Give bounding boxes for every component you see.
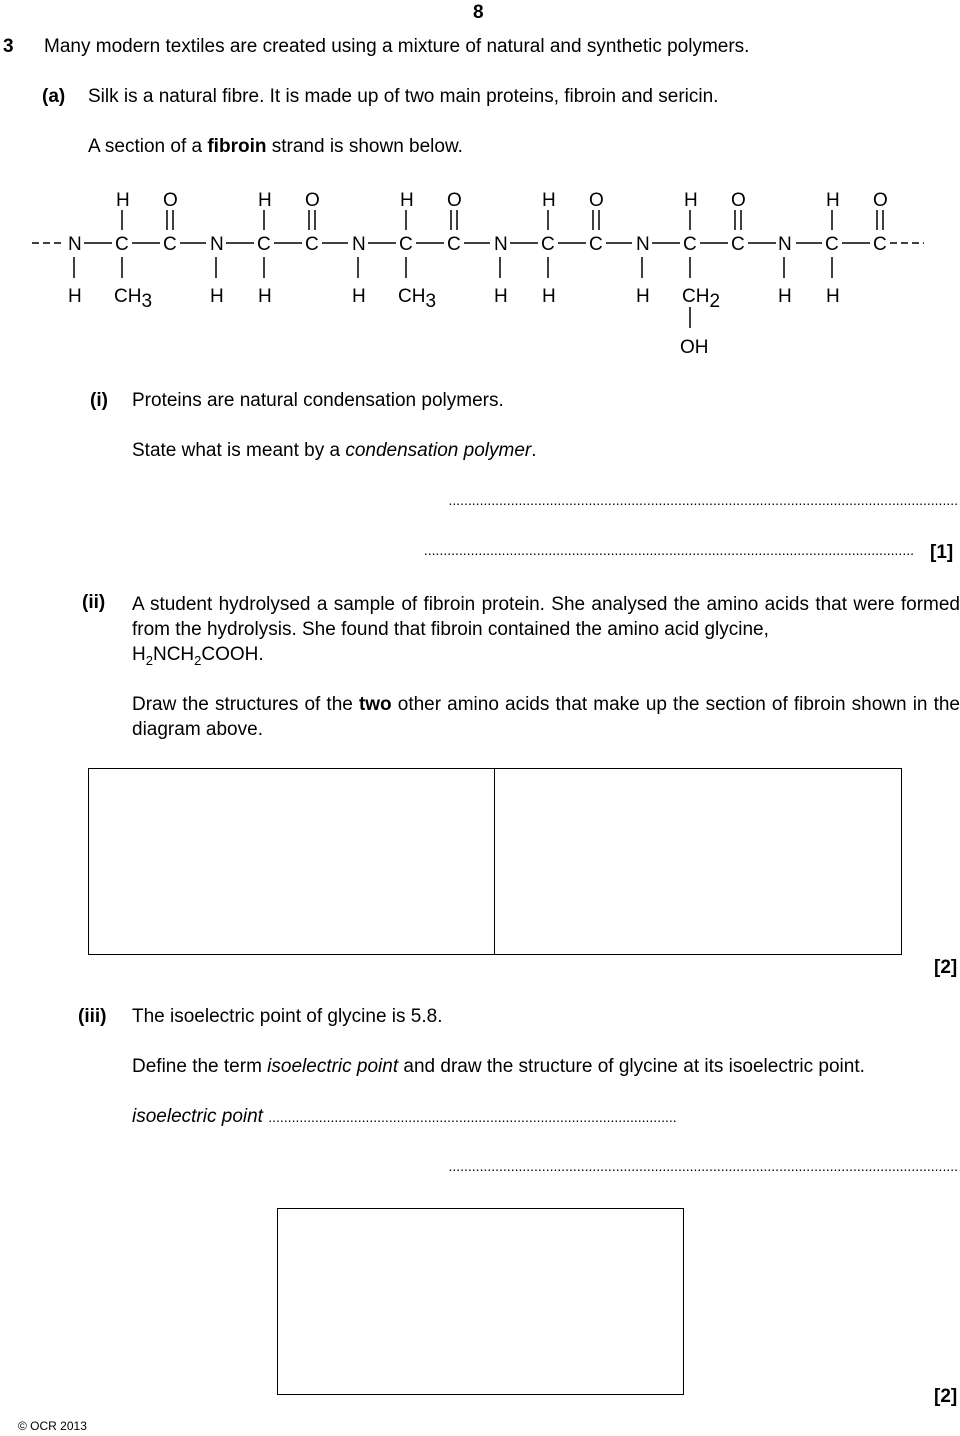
atom-n: N <box>636 234 650 255</box>
isoelectric-answer[interactable] <box>132 1106 958 1128</box>
page-number: 8 <box>473 2 484 23</box>
atom-c: C <box>825 234 839 255</box>
atom-o: O <box>589 190 604 211</box>
formula-sub: 2 <box>194 652 202 668</box>
part-i-label: (i) <box>90 390 108 411</box>
atom-n: N <box>210 234 224 255</box>
atom-h: H <box>68 286 82 307</box>
part-ii-para1 <box>132 592 960 673</box>
atom-c: C <box>115 234 129 255</box>
answer-line[interactable]: ................................................................................................................................... <box>448 492 958 508</box>
group-ch3 <box>114 286 152 312</box>
part-i-line2 <box>132 440 537 462</box>
atom-n: N <box>352 234 366 255</box>
lead-bold: fibroin <box>207 136 267 157</box>
footer-copyright: © OCR 2013 <box>18 1419 87 1433</box>
marks-badge: [1] <box>930 542 954 563</box>
drawing-box-glycine[interactable] <box>277 1208 684 1395</box>
atom-h: H <box>494 286 508 307</box>
ch3-main: CH <box>114 286 142 307</box>
group-ch3 <box>398 286 436 312</box>
part-i-line1: Proteins are natural condensation polymers. <box>132 390 504 411</box>
atom-h: H <box>400 190 414 211</box>
question-number: 3 <box>3 36 14 57</box>
formula-sub: 2 <box>145 652 153 668</box>
atom-c: C <box>683 234 697 255</box>
para1-text: A student hydrolysed a sample of fibroin protein. She analysed the amino acids that were formed from the hydrolysis. She found that fibroin contained the amino acid glycine, <box>132 594 960 640</box>
atom-h: H <box>258 286 272 307</box>
atom-c: C <box>257 234 271 255</box>
line2-pre: State what is meant by a <box>132 440 346 461</box>
part-ii-label: (ii) <box>82 592 106 613</box>
atom-n: N <box>494 234 508 255</box>
ch2-main: CH <box>682 286 710 307</box>
ch3-sub: 3 <box>141 291 153 312</box>
fibroin-structure <box>0 180 960 370</box>
lead-pre: A section of a <box>88 136 208 157</box>
part-a-label: (a) <box>42 86 66 107</box>
atom-o: O <box>873 190 888 211</box>
marks-badge: [2] <box>934 1386 958 1407</box>
line2-post: and draw the structure of glycine at its isoelectric point. <box>398 1056 865 1077</box>
part-iii-line1: The isoelectric point of glycine is 5.8. <box>132 1006 443 1027</box>
formula-mid: NCH <box>152 644 195 665</box>
atom-c: C <box>399 234 413 255</box>
atom-h: H <box>258 190 272 211</box>
part-ii-para2 <box>132 692 960 742</box>
atom-o: O <box>447 190 462 211</box>
para2-pre: Draw the structures of the <box>132 694 359 715</box>
formula-end: COOH. <box>201 644 264 665</box>
part-a-lead <box>88 136 463 158</box>
atom-c: C <box>541 234 555 255</box>
ch2-sub: 2 <box>709 291 721 312</box>
atom-o: O <box>305 190 320 211</box>
glycine-formula <box>132 644 264 668</box>
line2-italic: isoelectric point <box>267 1056 399 1077</box>
atom-h: H <box>116 190 130 211</box>
drawing-box-right[interactable] <box>494 768 902 955</box>
group-ch2 <box>682 286 720 312</box>
para2-post: other amino acids that make up the section of fibroin shown in the diagram above. <box>132 694 960 740</box>
atom-h: H <box>826 190 840 211</box>
atom-o: O <box>731 190 746 211</box>
answer-line[interactable]: ......................................................................................................... <box>268 1109 677 1125</box>
atom-h: H <box>636 286 650 307</box>
atom-c: C <box>163 234 177 255</box>
drawing-box-left[interactable] <box>88 768 495 955</box>
atom-n: N <box>778 234 792 255</box>
atom-h: H <box>684 190 698 211</box>
formula-h: H <box>132 644 146 665</box>
atom-h: H <box>542 190 556 211</box>
atom-c: C <box>447 234 461 255</box>
atom-h: H <box>826 286 840 307</box>
part-a-text: Silk is a natural fibre. It is made up of two main proteins, fibroin and sericin. <box>88 86 719 107</box>
para2-bold: two <box>358 694 392 715</box>
ch3-sub: 3 <box>425 291 437 312</box>
atom-h: H <box>352 286 366 307</box>
atom-c: C <box>305 234 319 255</box>
atom-h: H <box>778 286 792 307</box>
group-oh: OH <box>680 337 709 358</box>
line2-italic: condensation polymer <box>345 440 532 461</box>
answer-label: isoelectric point <box>132 1106 263 1127</box>
answer-line[interactable]: ................................................................................................................................... <box>448 1158 958 1174</box>
marks-badge: [2] <box>934 957 958 978</box>
line2-post: . <box>531 440 537 461</box>
atom-n: N <box>68 234 82 255</box>
atom-c: C <box>589 234 603 255</box>
atom-o: O <box>163 190 178 211</box>
atom-h: H <box>210 286 224 307</box>
part-iii-label: (iii) <box>78 1006 107 1027</box>
atom-c: C <box>873 234 887 255</box>
lead-post: strand is shown below. <box>266 136 463 157</box>
part-iii-line2 <box>132 1056 865 1078</box>
atom-c: C <box>731 234 745 255</box>
line2-pre: Define the term <box>132 1056 268 1077</box>
answer-line[interactable]: .............................................................................................................................. <box>423 542 914 558</box>
ch3-main: CH <box>398 286 426 307</box>
question-intro: Many modern textiles are created using a mixture of natural and synthetic polymers. <box>44 36 750 57</box>
atom-h: H <box>542 286 556 307</box>
